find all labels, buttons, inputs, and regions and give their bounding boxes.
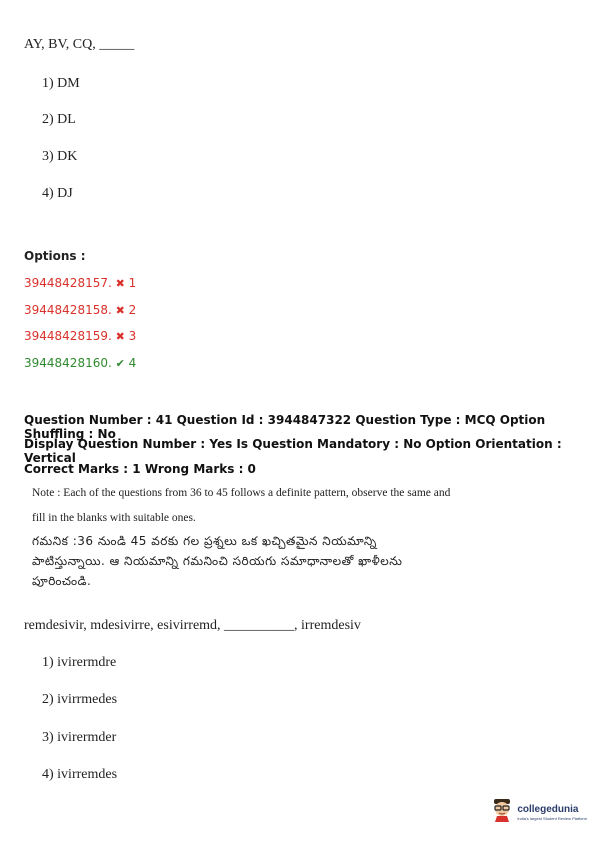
choice-3: 3) ivirermder xyxy=(42,730,117,745)
option-number: 3 xyxy=(128,329,137,343)
option-number: 2 xyxy=(128,303,137,317)
note-telugu-line-2: పాటిస్తున్నాయి. ఆ నియమాన్ని గమనించి సరియగు సమాధానాలతో ఖాళీలను xyxy=(32,554,403,568)
choice-4: 4) ivirremdes xyxy=(42,767,118,782)
question-meta-line-1: Question Number : 41 Question Id : 3944847322 Question Type : MCQ Option Shuffling : No xyxy=(24,413,546,441)
question-meta-line-2: Display Question Number : Yes Is Question Mandatory : No Option Orientation : Vertical xyxy=(24,437,562,465)
option-row xyxy=(24,356,136,370)
options-heading: Options : xyxy=(24,249,86,263)
option-row xyxy=(24,276,136,290)
option-id: 39448428157. xyxy=(24,276,112,290)
note-telugu-line-3: పూరించండి. xyxy=(32,574,92,588)
question-sequence-text: remdesivir, mdesivirre, esivirremd, __________, irremdesiv xyxy=(24,618,361,633)
wrong-mark-icon: ✖ xyxy=(115,277,125,290)
note-telugu-line-1: గమనిక :36 నుండి 45 వరకు గల ప్రశ్నలు ఒక ఖచ్చితమైన నియమాన్ని xyxy=(32,534,377,548)
mascot-icon xyxy=(491,798,513,827)
prev-question-text: AY, BV, CQ, _____ xyxy=(24,37,135,52)
choice-2: 2) ivirrmedes xyxy=(42,692,118,707)
logo-tagline: India's largest Student Review Platform xyxy=(517,815,587,821)
option-id: 39448428160. xyxy=(24,356,112,370)
note-line-1: Note : Each of the questions from 36 to 45 follows a definite pattern, observe the same and xyxy=(32,487,451,499)
choice-1: 1) ivirermdre xyxy=(42,655,117,670)
wrong-mark-icon: ✖ xyxy=(115,304,125,317)
prev-choice-4: 4) DJ xyxy=(42,186,73,201)
option-row xyxy=(24,303,136,317)
note-line-2: fill in the blanks with suitable ones. xyxy=(32,512,196,524)
wrong-mark-icon: ✖ xyxy=(115,330,125,343)
correct-check-icon: ✔ xyxy=(115,357,125,370)
prev-choice-2: 2) DL xyxy=(42,112,76,127)
option-number: 4 xyxy=(128,356,137,370)
logo-wordmark: collegedunia xyxy=(517,803,579,815)
prev-choice-1: 1) DM xyxy=(42,76,80,91)
option-number: 1 xyxy=(128,276,137,290)
option-id: 39448428159. xyxy=(24,329,112,343)
option-id: 39448428158. xyxy=(24,303,112,317)
question-meta-line-3: Correct Marks : 1 Wrong Marks : 0 xyxy=(24,462,256,476)
prev-choice-3: 3) DK xyxy=(42,149,78,164)
option-row xyxy=(24,329,136,343)
collegedunia-logo xyxy=(491,798,587,827)
